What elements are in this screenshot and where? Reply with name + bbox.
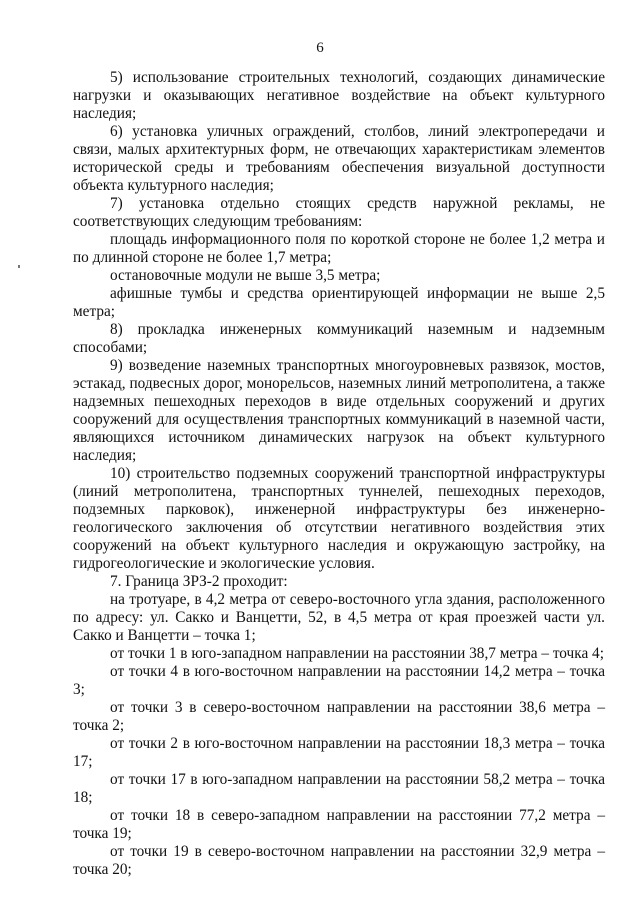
paragraph: 9) возведение наземных транспортных многоуровневых развязок, мостов, эстакад, подвесных дорог, монорельсов, наземных линий метрополитена, а также надземных пешеходных переходов в виде отдельных сооружений и других сооружений для осуществления транспортных коммуникаций в наземной части, являющихся источником динамических нагрузок на объект культурного наследия; [73, 357, 605, 464]
boundary-step: от точки 18 в северо-западном направлении на расстоянии 77,2 метра – точка 19; [73, 807, 605, 842]
boundary-step: от точки 19 в северо-восточном направлении на расстоянии 32,9 метра – точка 20; [73, 843, 605, 878]
paragraph: остановочные модули не выше 3,5 метра; [110, 267, 381, 284]
document-body [73, 69, 605, 879]
paragraph: афишные тумбы и средства ориентирующей информации не выше 2,5 метра; [73, 285, 605, 320]
paragraph: 5) использование строительных технологий, создающих динамические нагрузки и оказывающих негативное воздействие на объект культурного наследия; [73, 69, 605, 122]
paragraph: 6) установка уличных ограждений, столбов, линий электропередачи и связи, малых архитектурных форм, не отвечающих характеристикам элементов исторической среды и требованиям обеспечения визуальной доступности объекта культурного наследия; [73, 123, 605, 194]
paragraph: 7) установка отдельно стоящих средств наружной рекламы, не соответствующих следующим требованиям: [73, 195, 605, 230]
boundary-step: от точки 3 в северо-восточном направлении на расстоянии 38,6 метра – точка 2; [73, 699, 605, 734]
margin-mark [18, 265, 20, 268]
section-heading: 7. Граница ЗРЗ-2 проходит: [110, 573, 288, 590]
boundary-step: от точки 17 в юго-западном направлении на расстоянии 58,2 метра – точка 18; [73, 771, 605, 806]
paragraph: площадь информационного поля по короткой стороне не более 1,2 метра и по длинной стороне не более 1,7 метра; [73, 231, 605, 266]
page-number: 6 [316, 40, 324, 56]
boundary-step: от точки 1 в юго-западном направлении на расстоянии 38,7 метра – точка 4; [110, 645, 604, 662]
paragraph: 10) строительство подземных сооружений транспортной инфраструктуры (линий метрополитена, транспортных туннелей, пешеходных переходов, подземных парковок), инженерной инфраструктуры без инженерно-геологического заключения об отсутствии негативного воздействия этих сооружений на объект культурного наследия и окружающую застройку, на гидрогеологические и экологические условия. [73, 465, 605, 572]
paragraph: на тротуаре, в 4,2 метра от северо-восточного угла здания, расположенного по адресу: ул. Сакко и Ванцетти, 52, в 4,5 метра от края проезжей части ул. Сакко и Ванцетти – точка 1; [73, 591, 605, 644]
paragraph: 8) прокладка инженерных коммуникаций наземным и надземным способами; [73, 321, 605, 356]
boundary-step: от точки 2 в юго-восточном направлении на расстоянии 18,3 метра – точка 17; [73, 735, 605, 770]
boundary-step: от точки 4 в юго-восточном направлении на расстоянии 14,2 метра – точка 3; [73, 663, 605, 698]
